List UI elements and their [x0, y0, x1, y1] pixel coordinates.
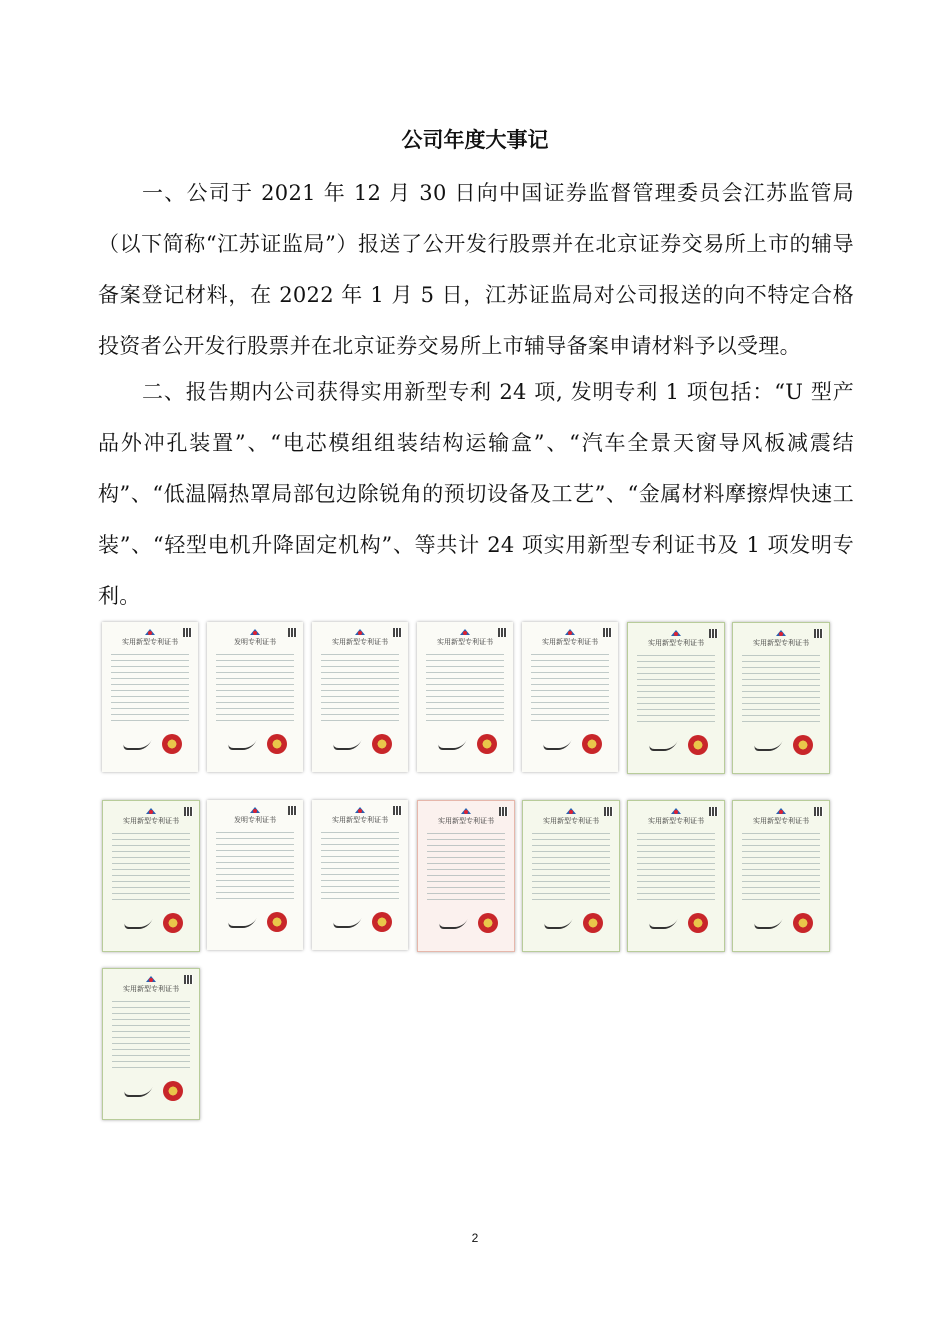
patent-certificate-image — [312, 622, 408, 772]
qr-code-icon — [288, 806, 297, 815]
patent-office-logo-icon — [145, 807, 157, 815]
qr-code-icon — [814, 629, 823, 638]
page-number: 2 — [471, 1231, 479, 1245]
certificate-text-lines — [111, 654, 189, 724]
qr-code-icon — [709, 629, 718, 638]
certificate-text-lines — [427, 833, 505, 903]
patent-certificate-image — [522, 622, 618, 772]
patent-office-logo-icon — [565, 807, 577, 815]
qr-code-icon — [184, 807, 193, 816]
certificate-title: 实用新型专利证书 — [123, 985, 179, 993]
certificate-text-lines — [531, 654, 609, 724]
patent-office-logo-icon — [249, 628, 261, 636]
signature-mark — [332, 916, 362, 928]
national-emblem-seal-icon — [372, 912, 392, 932]
patent-office-logo-icon — [670, 629, 682, 637]
signature-mark — [438, 917, 468, 929]
patent-certificate-image — [732, 622, 830, 774]
national-emblem-seal-icon — [477, 734, 497, 754]
certificate-text-lines — [637, 833, 715, 903]
national-emblem-seal-icon — [163, 1081, 183, 1101]
national-emblem-seal-icon — [583, 913, 603, 933]
certificate-text-lines — [742, 833, 820, 903]
qr-code-icon — [498, 628, 507, 637]
signature-mark — [122, 738, 152, 750]
national-emblem-seal-icon — [688, 735, 708, 755]
patent-certificate-image — [207, 622, 303, 772]
patent-certificate-image — [102, 968, 200, 1120]
certificate-text-lines — [321, 832, 399, 902]
patent-certificate-image — [312, 800, 408, 950]
paragraph-1: 一、公司于 2021 年 12 月 30 日向中国证券监督管理委员会江苏监管局（以下简称“江苏证监局”）报送了公开发行股票并在北京证券交易所上市的辅导备案登记材料，在 2022 年 1 月 5 日，江苏证监局对公司报送的向不特定合格投资者公开发行股票并在北京证券交易所上市辅导备案申请材料予以受理。 — [98, 181, 854, 358]
patent-office-logo-icon — [144, 628, 156, 636]
certificate-title: 实用新型专利证书 — [438, 817, 494, 825]
qr-code-icon — [814, 807, 823, 816]
certificate-title: 实用新型专利证书 — [753, 817, 809, 825]
patent-certificate-image — [102, 622, 198, 772]
qr-code-icon — [604, 807, 613, 816]
certificate-title: 实用新型专利证书 — [542, 638, 598, 646]
certificate-row-3 — [98, 968, 858, 1128]
patent-office-logo-icon — [354, 806, 366, 814]
certificate-title: 发明专利证书 — [234, 816, 276, 824]
certificate-title: 实用新型专利证书 — [123, 817, 179, 825]
national-emblem-seal-icon — [793, 913, 813, 933]
signature-mark — [123, 1085, 153, 1097]
certificate-title: 发明专利证书 — [234, 638, 276, 646]
qr-code-icon — [603, 628, 612, 637]
signature-mark — [123, 917, 153, 929]
certificate-text-lines — [426, 654, 504, 724]
patent-certificate-image — [522, 800, 620, 952]
certificate-text-lines — [637, 655, 715, 725]
certificate-title: 实用新型专利证书 — [332, 816, 388, 824]
signature-mark — [753, 739, 783, 751]
national-emblem-seal-icon — [267, 734, 287, 754]
paragraph-2: 二、报告期内公司获得实用新型专利 24 项, 发明专利 1 项包括：“U 型产品外冲孔装置”、“电芯模组组装结构运输盒”、“汽车全景天窗导风板减震结构”、“低温隔热罩局部包边除锐角的预切设备及工艺”、“金属材料摩擦焊快速工装”、“轻型电机升降固定机构”、等共计 24 项实用新型专利证书及 1 项发明专利。 — [98, 380, 854, 608]
qr-code-icon — [709, 807, 718, 816]
signature-mark — [543, 917, 573, 929]
signature-mark — [332, 738, 362, 750]
qr-code-icon — [393, 806, 402, 815]
national-emblem-seal-icon — [162, 734, 182, 754]
certificate-title: 实用新型专利证书 — [753, 639, 809, 647]
signature-mark — [753, 917, 783, 929]
patent-certificate-image — [102, 800, 200, 952]
national-emblem-seal-icon — [267, 912, 287, 932]
patent-office-logo-icon — [460, 807, 472, 815]
qr-code-icon — [499, 807, 508, 816]
qr-code-icon — [184, 975, 193, 984]
patent-certificate-image — [417, 800, 515, 952]
signature-mark — [227, 916, 257, 928]
patent-office-logo-icon — [564, 628, 576, 636]
certificate-text-lines — [216, 654, 294, 724]
patent-office-logo-icon — [249, 806, 261, 814]
signature-mark — [648, 917, 678, 929]
national-emblem-seal-icon — [688, 913, 708, 933]
signature-mark — [227, 738, 257, 750]
page-title: 公司年度大事记 — [401, 128, 549, 152]
signature-mark — [437, 738, 467, 750]
certificate-row-1 — [98, 622, 858, 782]
patent-certificate-image — [627, 622, 725, 774]
national-emblem-seal-icon — [582, 734, 602, 754]
patent-office-logo-icon — [354, 628, 366, 636]
patent-certificate-image — [207, 800, 303, 950]
certificate-text-lines — [742, 655, 820, 725]
national-emblem-seal-icon — [478, 913, 498, 933]
qr-code-icon — [183, 628, 192, 637]
patent-certificate-image — [417, 622, 513, 772]
patent-office-logo-icon — [145, 975, 157, 983]
patent-certificate-image — [627, 800, 725, 952]
certificate-title: 实用新型专利证书 — [648, 639, 704, 647]
national-emblem-seal-icon — [163, 913, 183, 933]
patent-office-logo-icon — [775, 807, 787, 815]
certificate-title: 实用新型专利证书 — [648, 817, 704, 825]
certificate-text-lines — [112, 1001, 190, 1071]
certificate-text-lines — [321, 654, 399, 724]
certificate-title: 实用新型专利证书 — [122, 638, 178, 646]
patent-office-logo-icon — [459, 628, 471, 636]
national-emblem-seal-icon — [372, 734, 392, 754]
certificate-text-lines — [532, 833, 610, 903]
patent-certificate-image — [732, 800, 830, 952]
certificate-text-lines — [216, 832, 294, 902]
patent-office-logo-icon — [670, 807, 682, 815]
national-emblem-seal-icon — [793, 735, 813, 755]
certificate-title: 实用新型专利证书 — [437, 638, 493, 646]
qr-code-icon — [288, 628, 297, 637]
qr-code-icon — [393, 628, 402, 637]
certificate-title: 实用新型专利证书 — [332, 638, 388, 646]
signature-mark — [542, 738, 572, 750]
signature-mark — [648, 739, 678, 751]
certificate-title: 实用新型专利证书 — [543, 817, 599, 825]
patent-office-logo-icon — [775, 629, 787, 637]
certificate-row-2 — [98, 800, 858, 960]
certificate-text-lines — [112, 833, 190, 903]
